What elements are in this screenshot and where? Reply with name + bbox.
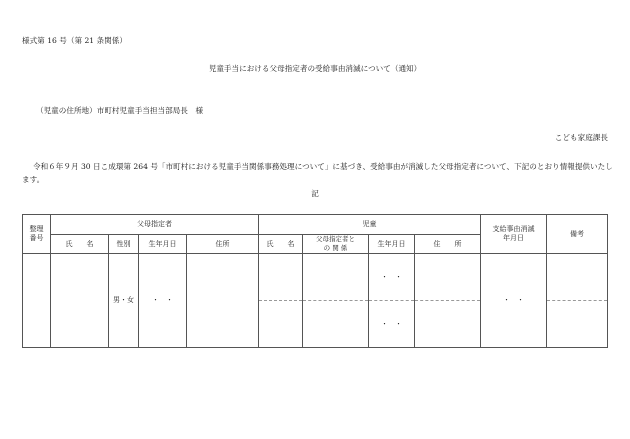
cell-child-relation-1 [303,254,369,301]
cell-child-birth-2: ・ ・ [369,301,415,348]
ki-heading: 記 [311,189,319,198]
cell-child-birth-1: ・ ・ [369,254,415,301]
form-number: 様式第 16 号（第 21 条関係） [22,36,127,45]
header-seiri: 整理 [29,225,44,233]
header-child-address: 住 所 [415,235,481,254]
sender: こども家庭課長 [554,133,608,142]
header-end-date-line1: 支給事由消滅 [492,225,535,233]
cell-parent-name [51,254,109,348]
cell-child-name-2 [259,301,303,348]
header-parent-group: 父母指定者 [51,215,259,235]
header-parent-birth: 生年月日 [139,235,187,254]
notification-table [22,214,608,348]
cell-seiri-bango [23,254,51,348]
header-parent-address: 住所 [187,235,259,254]
cell-child-address-2 [415,301,481,348]
cell-parent-sex: 男・女 [109,254,139,348]
header-child-name: 氏 名 [259,235,303,254]
cell-end-date: ・ ・ [481,254,547,348]
header-child-relation-line1: 父母指定者と [316,235,355,243]
header-end-date-line2: 年月日 [503,234,524,242]
addressee: （児童の住所地）市町村児童手当担当部局長 様 [36,106,204,115]
cell-parent-birth: ・ ・ [139,254,187,348]
header-child-group: 児童 [259,215,481,235]
header-parent-sex: 性別 [109,235,139,254]
header-end-date [481,215,547,254]
body-text: 令和６年９月 30 日こ成環第 264 号「市町村における児童手当関係事務処理について」に基づき、受給事由が消滅した父母指定者について、下記のとおり情報提供いたします。 [22,162,613,184]
document-title: 児童手当における父母指定者の受給事由消滅について（通知） [208,64,422,73]
cell-remarks-1 [547,254,608,301]
header-parent-name: 氏 名 [51,235,109,254]
header-child-relation-line2: の 関 係 [323,244,348,252]
header-child-relation [303,235,369,254]
cell-child-address-1 [415,254,481,301]
cell-child-relation-2 [303,301,369,348]
cell-parent-address [187,254,259,348]
header-bango: 番号 [29,234,44,242]
header-seiri-bango [23,215,51,254]
header-child-birth: 生年月日 [369,235,415,254]
cell-remarks-2 [547,301,608,348]
header-remarks: 備考 [547,215,608,254]
cell-child-name-1 [259,254,303,301]
